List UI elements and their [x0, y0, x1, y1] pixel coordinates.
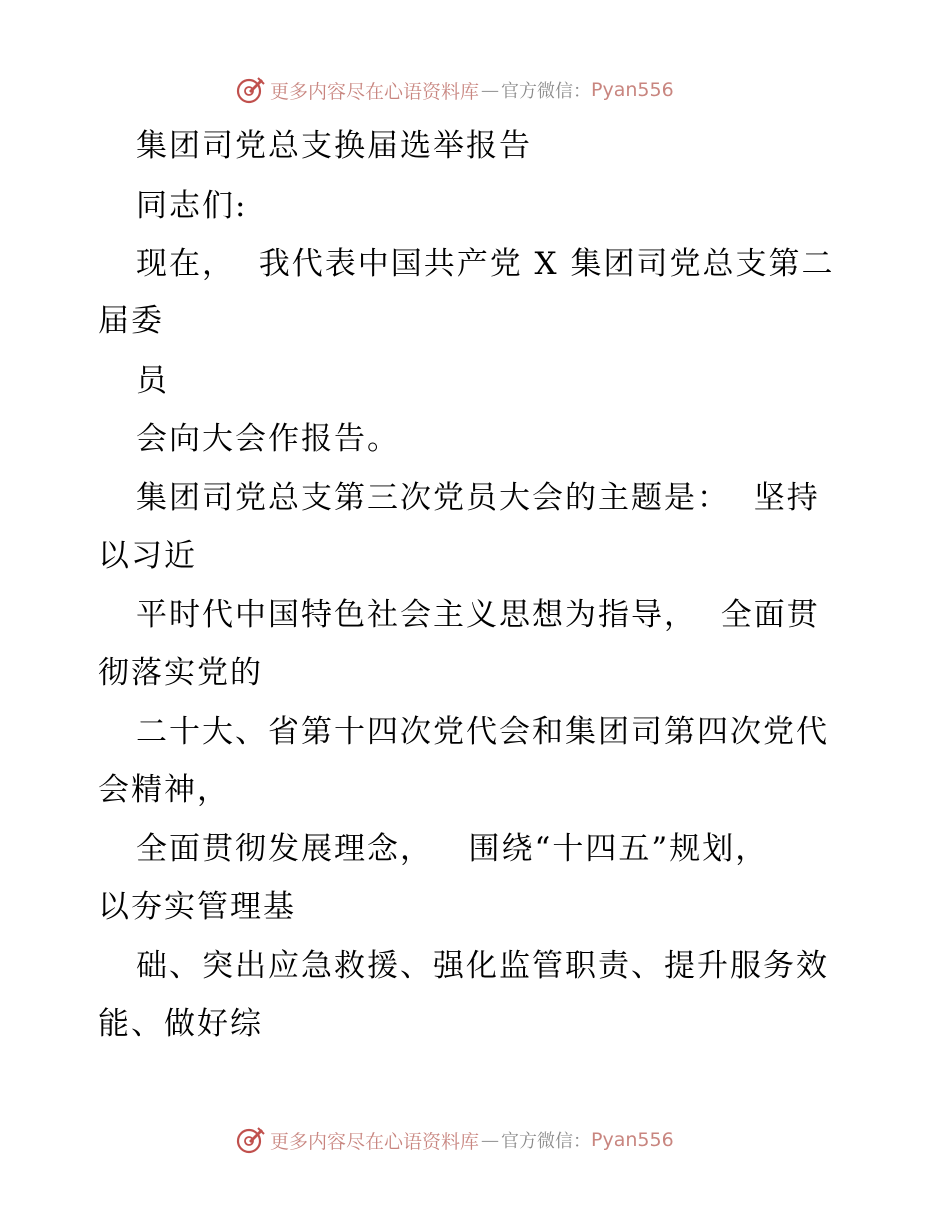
footer-watermark	[234, 1122, 674, 1158]
watermark-wechat-label: 官方微信：	[501, 81, 592, 102]
paragraph-line: 会向大会作报告。	[136, 421, 400, 457]
pen-nib-circle-logo-icon	[234, 74, 266, 106]
header-watermark	[234, 72, 674, 108]
watermark-wechat-label: 官方微信：	[501, 1131, 592, 1152]
paragraph-line: 员	[136, 363, 169, 399]
watermark-text: 更多内容尽在心语资料库	[270, 80, 480, 103]
watermark-wechat-id: Pyan556	[591, 79, 674, 101]
paragraph-line: 同志们:	[136, 188, 248, 224]
paragraph-line: 届委	[98, 303, 164, 339]
paragraph-line: 础、突出应急救援、强化监管职责、提升服务效	[136, 948, 829, 984]
watermark-separator: —	[481, 1129, 500, 1151]
paragraph-line: 二十大、省第十四次党代会和集团司第四次党代	[136, 714, 829, 750]
paragraph-line: 彻落实党的	[98, 655, 263, 691]
paragraph-line: 现在， 我代表中国共产党 X 集团司党总支第二	[136, 246, 835, 282]
paragraph-line: 平时代中国特色社会主义思想为指导， 全面贯	[136, 597, 820, 633]
paragraph-line: 全面贯彻发展理念， 围绕“十四五”规划，	[136, 831, 769, 867]
paragraph-line: 集团司党总支第三次党员大会的主题是： 坚持	[136, 480, 820, 516]
paragraph-line: 以习近	[98, 538, 197, 574]
paragraph-line: 以夯实管理基	[98, 889, 296, 925]
paragraph-line: 会精神，	[98, 772, 230, 808]
paragraph-line: 能、做好综	[98, 1006, 263, 1042]
pen-nib-circle-logo-icon	[234, 1124, 266, 1156]
watermark-wechat-id: Pyan556	[591, 1129, 674, 1151]
watermark-separator: —	[481, 79, 500, 101]
watermark-text: 更多内容尽在心语资料库	[270, 1130, 480, 1153]
document-title: 集团司党总支换届选举报告	[136, 128, 532, 164]
